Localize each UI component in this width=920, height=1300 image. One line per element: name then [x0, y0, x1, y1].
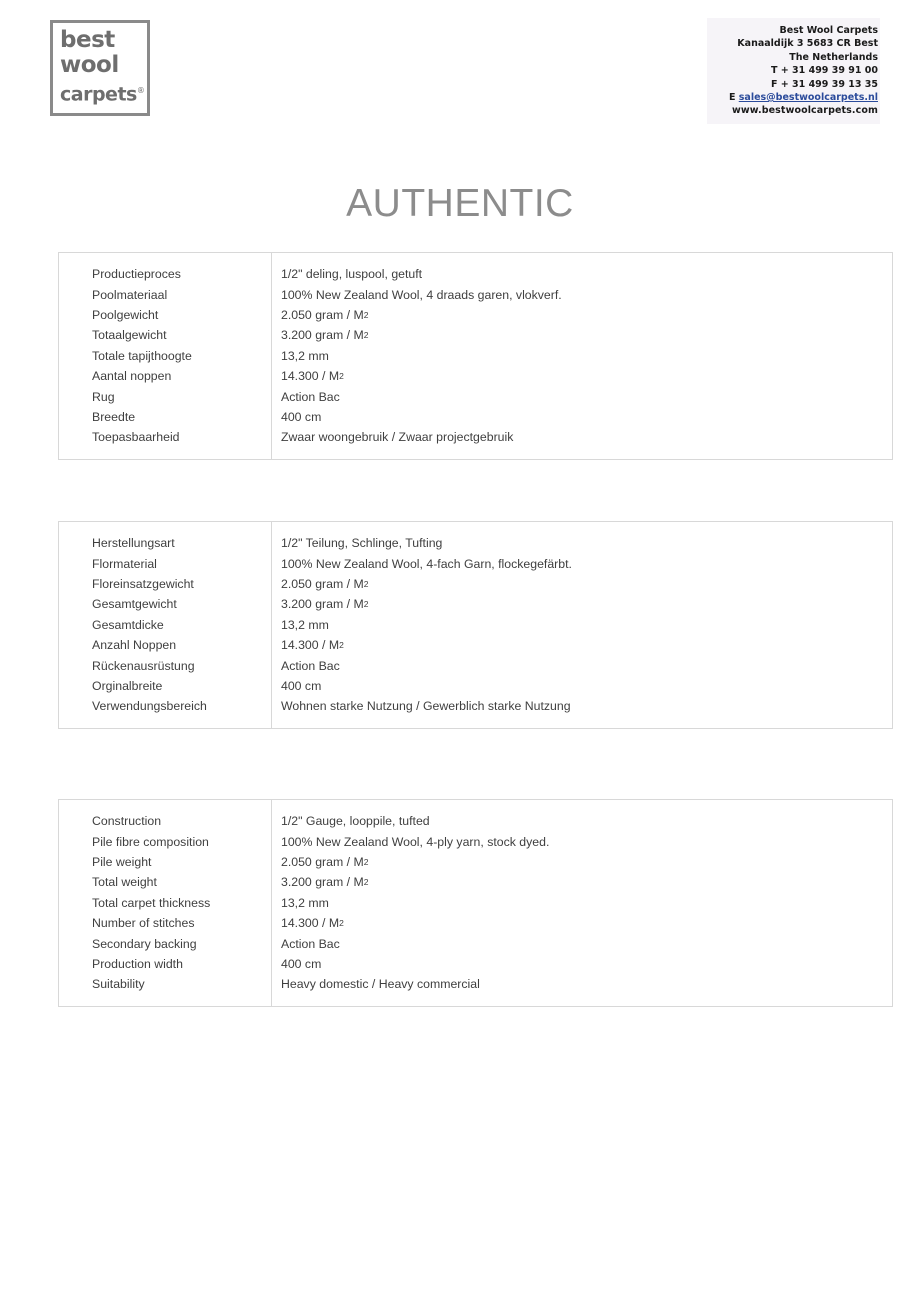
- spec-label: Total carpet thickness: [58, 893, 272, 913]
- spec-label: Secondary backing: [58, 933, 272, 953]
- unit-superscript: 2: [363, 856, 369, 867]
- spec-table-en: [58, 799, 893, 1007]
- table-row: [58, 954, 893, 974]
- table-row: [58, 635, 893, 655]
- table-row: [58, 594, 893, 614]
- table-row: [58, 655, 893, 675]
- spec-value-text: 3.200 gram / M: [281, 328, 364, 343]
- table-row: [58, 407, 893, 427]
- page-title: AUTHENTIC: [346, 182, 574, 225]
- table-row: [58, 346, 893, 366]
- company-logo: [50, 20, 150, 116]
- spec-label: Rückenausrüstung: [58, 655, 272, 675]
- spec-value-text: 3.200 gram / M: [281, 875, 364, 890]
- spec-value-text: Action Bac: [281, 389, 340, 404]
- pad-cell: [272, 995, 893, 1006]
- spec-value: [272, 893, 893, 913]
- table-row: [58, 852, 893, 872]
- spec-value: [272, 594, 893, 614]
- address-block: [707, 18, 880, 124]
- table-row: [58, 553, 893, 573]
- spec-value: [272, 696, 893, 716]
- spec-value: [272, 407, 893, 427]
- spec-value: [272, 872, 893, 892]
- unit-superscript: 2: [339, 918, 344, 929]
- table-row: [58, 831, 893, 851]
- pad-cell: [272, 448, 893, 459]
- table-row: [58, 386, 893, 406]
- unit-superscript: 2: [363, 578, 369, 589]
- spec-value-text: 13,2 mm: [281, 617, 329, 632]
- spec-value-text: 1/2" Teilung, Schlinge, Tufting: [281, 536, 443, 551]
- spec-value-text: 400 cm: [281, 956, 322, 971]
- spec-value: [272, 933, 893, 953]
- spec-value-text: 1/2" deling, luspool, getuft: [281, 267, 423, 282]
- address-country: The Netherlands: [789, 51, 878, 63]
- spec-value-text: 400 cm: [281, 678, 322, 693]
- table-row: [58, 933, 893, 953]
- spec-value-text: 1/2" Gauge, looppile, tufted: [281, 814, 430, 829]
- spec-value: [272, 533, 893, 553]
- spec-value: [272, 831, 893, 851]
- address-website: www.bestwoolcarpets.com: [732, 105, 878, 117]
- spec-value-text: 100% New Zealand Wool, 4-fach Garn, flockegefärbt.: [281, 556, 572, 571]
- spec-label: Verwendungsbereich: [58, 696, 272, 716]
- spec-label: Poolmateriaal: [58, 284, 272, 304]
- pad-cell: [272, 800, 893, 811]
- table-pad-top: [58, 522, 893, 533]
- spec-value: [272, 305, 893, 325]
- spec-label: Pile fibre composition: [58, 831, 272, 851]
- unit-superscript: 2: [339, 640, 344, 651]
- spec-label: Aantal noppen: [58, 366, 272, 386]
- spec-value-text: Wohnen starke Nutzung / Gewerblich starke Nutzung: [281, 699, 571, 714]
- table-row: [58, 574, 893, 594]
- spec-label: Gesamtdicke: [58, 615, 272, 635]
- unit-superscript: 2: [363, 599, 369, 610]
- spec-label: Herstellungsart: [58, 533, 272, 553]
- table-row: [58, 811, 893, 831]
- spec-label: Production width: [58, 954, 272, 974]
- pad-cell: [58, 253, 272, 264]
- pad-cell: [58, 800, 272, 811]
- table-row: [58, 893, 893, 913]
- spec-label: Number of stitches: [58, 913, 272, 933]
- spec-value-text: Action Bac: [281, 658, 340, 673]
- table-pad-top: [58, 253, 893, 264]
- pad-cell: [58, 995, 272, 1006]
- spec-label: Total weight: [58, 872, 272, 892]
- table-row: [58, 366, 893, 386]
- spec-label: Totaalgewicht: [58, 325, 272, 345]
- logo-carpets-text: carpets: [60, 83, 137, 106]
- spec-value-text: 13,2 mm: [281, 895, 329, 910]
- table-row: [58, 284, 893, 304]
- spec-value: [272, 852, 893, 872]
- address-phone: T + 31 499 39 91 00: [771, 65, 878, 77]
- registered-mark-icon: ®: [136, 86, 145, 95]
- table-row: [58, 533, 893, 553]
- spec-value-text: 3.200 gram / M: [281, 597, 364, 612]
- spec-label: Floreinsatzgewicht: [58, 574, 272, 594]
- pad-cell: [272, 253, 893, 264]
- unit-superscript: 2: [363, 877, 369, 888]
- spec-value: [272, 553, 893, 573]
- spec-value-text: 14.300 / M: [281, 638, 340, 653]
- spec-value: [272, 427, 893, 447]
- spec-label: Productieproces: [58, 264, 272, 284]
- unit-superscript: 2: [363, 330, 369, 341]
- email-link[interactable]: sales@bestwoolcarpets.nl: [738, 92, 878, 104]
- spec-value: [272, 676, 893, 696]
- table-pad-bottom: [58, 717, 893, 728]
- spec-label: Toepasbaarheid: [58, 427, 272, 447]
- address-fax: F + 31 499 39 13 35: [770, 78, 878, 90]
- spec-value-text: 2.050 gram / M: [281, 307, 364, 322]
- table-row: [58, 264, 893, 284]
- spec-value: [272, 284, 893, 304]
- table-row: [58, 676, 893, 696]
- email-prefix: E: [728, 92, 739, 104]
- spec-value-text: 13,2 mm: [281, 348, 329, 363]
- table-row: [58, 427, 893, 447]
- spec-value-text: Zwaar woongebruik / Zwaar projectgebruik: [281, 430, 514, 445]
- spec-value-text: 2.050 gram / M: [281, 576, 364, 591]
- table-row: [58, 696, 893, 716]
- spec-value-text: 100% New Zealand Wool, 4 draads garen, vlokverf.: [281, 287, 562, 302]
- spec-value: [272, 574, 893, 594]
- spec-value: [272, 974, 893, 994]
- pad-cell: [58, 522, 272, 533]
- spec-value-text: Heavy domestic / Heavy commercial: [281, 977, 480, 992]
- spec-label: Suitability: [58, 974, 272, 994]
- address-company: Best Wool Carpets: [779, 25, 878, 36]
- address-email-line: [713, 91, 878, 104]
- spec-label: Totale tapijthoogte: [58, 346, 272, 366]
- table-row: [58, 325, 893, 345]
- spec-value: [272, 811, 893, 831]
- spec-label: Orginalbreite: [58, 676, 272, 696]
- spec-label: Pile weight: [58, 852, 272, 872]
- logo-line-best: best: [60, 27, 115, 53]
- spec-value: [272, 386, 893, 406]
- spec-label: Gesamtgewicht: [58, 594, 272, 614]
- table-row: [58, 615, 893, 635]
- spec-value: [272, 655, 893, 675]
- spec-value: [272, 615, 893, 635]
- spec-value-text: 2.050 gram / M: [281, 854, 364, 869]
- spec-label: Anzahl Noppen: [58, 635, 272, 655]
- spec-label: Breedte: [58, 407, 272, 427]
- spec-value: [272, 913, 893, 933]
- spec-label: Flormaterial: [58, 553, 272, 573]
- pad-cell: [58, 448, 272, 459]
- spec-value-text: 100% New Zealand Wool, 4-ply yarn, stock dyed.: [281, 834, 550, 849]
- address-street: Kanaaldijk 3 5683 CR Best: [737, 38, 878, 50]
- table-row: [58, 872, 893, 892]
- spec-label: Construction: [58, 811, 272, 831]
- spec-table-de: [58, 521, 893, 729]
- spec-value: [272, 346, 893, 366]
- table-row: [58, 974, 893, 994]
- logo-line-wool: wool: [60, 52, 119, 78]
- pad-cell: [58, 717, 272, 728]
- spec-value-text: 14.300 / M: [281, 916, 340, 931]
- table-pad-bottom: [58, 448, 893, 459]
- spec-value: [272, 954, 893, 974]
- table-row: [58, 913, 893, 933]
- spec-value: [272, 325, 893, 345]
- spec-value: [272, 366, 893, 386]
- spec-label: Rug: [58, 386, 272, 406]
- logo-line-carpets: [60, 80, 145, 106]
- spec-value: [272, 264, 893, 284]
- unit-superscript: 2: [363, 309, 369, 320]
- pad-cell: [272, 522, 893, 533]
- spec-label: Poolgewicht: [58, 305, 272, 325]
- spec-table-nl: [58, 252, 893, 460]
- table-pad-bottom: [58, 995, 893, 1006]
- pad-cell: [272, 717, 893, 728]
- spec-value-text: Action Bac: [281, 936, 340, 951]
- table-row: [58, 305, 893, 325]
- table-pad-top: [58, 800, 893, 811]
- spec-value-text: 400 cm: [281, 409, 322, 424]
- unit-superscript: 2: [339, 371, 344, 382]
- spec-value-text: 14.300 / M: [281, 369, 340, 384]
- spec-value: [272, 635, 893, 655]
